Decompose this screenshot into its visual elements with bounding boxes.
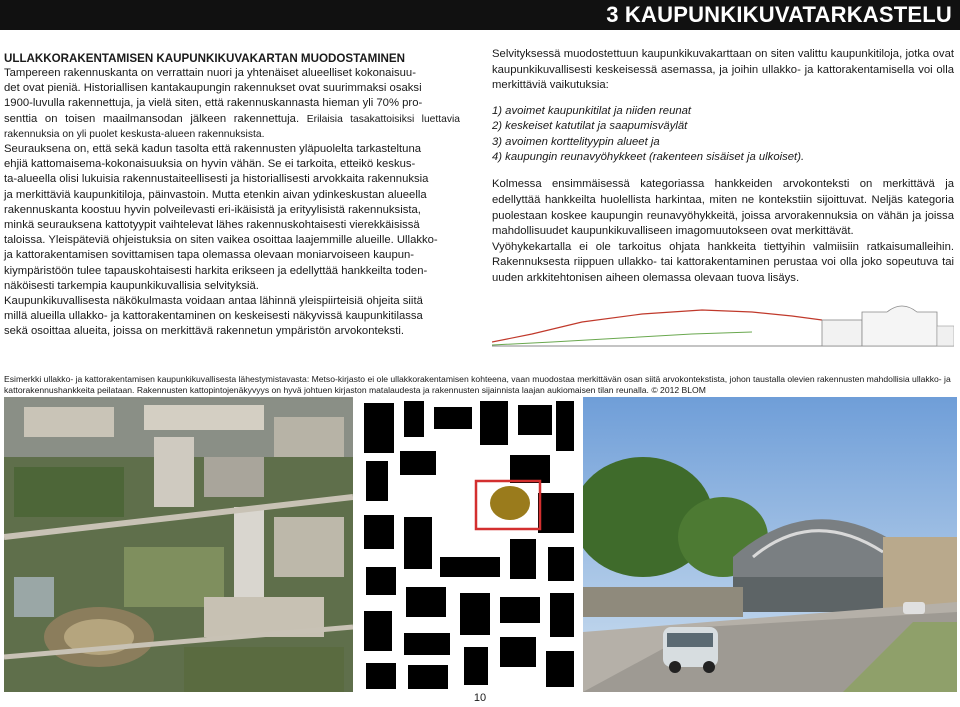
- paragraph-line: kiympäristöön tulee tapauskohtaisesti harkita erikseen ja edellyttää hankkeilta toden-: [4, 264, 428, 277]
- intro-paragraph: Selvityksessä muodostettuun kaupunkikuvakarttaan on siten valittu kaupunkitiloja, jotka ovat kaupunkikuvallisesti keskeisessä asemassa, ja joihin ullakko- ja kattorakentamisella voi olla merkittäviä vaikutuksia:: [492, 48, 954, 92]
- paragraph-line: Erilaisia tasakattoisiksi luettavia rakennuksia on yli puolet keskusta-alueen rakennuksista.: [4, 113, 461, 140]
- page-title: 3 KAUPUNKIKUVATARKASTELU: [606, 2, 952, 27]
- paragraph-line: senttia on toisen maailmansodan jälkeen rakennettuja.: [4, 112, 300, 125]
- body-paragraph-2: Vyöhykekartalla ei ole tarkoitus ohjata hankkeita tiettyihin valmiisiin ratkaisumalleihin. Rakennuksesta riippuen ullakko- tai kattorakentaminen perustaa voi olla joko sopeutuva tai uuden arkkitehtonisen aiheen olemassa olevaan tuova lisäys.: [492, 240, 954, 284]
- section-diagram: [492, 296, 954, 350]
- figure-ground-map: [360, 397, 578, 692]
- paragraph-line: näköisesti tarkempia kaupunkikuvallisia selvityksiä.: [4, 279, 259, 292]
- body-paragraph: Kolmessa ensimmäisessä kategoriassa hankkeiden arvokonteksti on merkittävä ja edellyttää hankkeilta huolellista harkintaa, miten ne kontekstiin sijoittuvat. Neljäs kategoria puolestaan koskee kaupungin reunavyöhykkeitä, joissa arvorakennuksia on vähän ja joissa mahdollisuudet kaupunkikuvalliseen imagomuutokseen ovat merkittävät.: [492, 178, 954, 238]
- figure-caption: Esimerkki ullakko- ja kattorakentamisen kaupunkikuvallisesta lähestymistavasta: Metso-kirjasto ei ole ullakkorakentamisen kohteena, vaan muodostaa merkittävän osan siitä arvokontekstista, johon taustalla olevien rakennusten mahdollisia ullakko- ja kattorakennushankkeita peilataan. Rakennusten kattopintojenäkyvyys on hyvä johtuen kirjaston matalaudesta ja rakennusten sijainnista laajan aukiomaisen tilan reunalla. © 2012 BLOM: [4, 374, 951, 395]
- left-column: [4, 51, 460, 340]
- list-item: 2) keskeiset katutilat ja saapumisväylät: [492, 120, 688, 133]
- list-item: 4) kaupungin reunavyöhykkeet (rakenteen sisäiset ja ulkoiset).: [492, 151, 805, 163]
- section-heading: ULLAKKORAKENTAMISEN KAUPUNKIKUVAKARTAN MUODOSTAMINEN: [4, 52, 406, 65]
- paragraph-line: taloissa. Yleispäteviä ohjeistuksia on siten vaikea osoittaa laajemmille alueille. Ullakko-: [4, 234, 438, 247]
- paragraph-line: ta-alueella olisi lukuisia rakennustaiteellisesti ja historiallisesti arvokkaita rakennuksia: [4, 173, 429, 186]
- paragraph-line: ja merkittäviä kaupunkitiloja, päinvastoin. Mutta etenkin aivan ydinkeskustan alueella: [4, 188, 427, 201]
- list-item: 3) avoimen korttelityypin alueet ja: [492, 135, 660, 148]
- aerial-photo: [4, 397, 353, 692]
- right-column: [492, 47, 954, 287]
- paragraph-line: minkä seurauksena kattotyypit vaihtelevat lähes rakennuskohtaisesti vierekkäisissä: [4, 219, 420, 232]
- paragraph-line: Kaupunkikuvallisesta näkökulmasta voidaan antaa lähinnä yleispiirteisiä ohjeita siitä: [4, 295, 423, 308]
- paragraph-line: millä alueilla ullakko- ja kattorakentaminen on keskeisesti näkyvissä kaupunkitilassa: [4, 310, 423, 323]
- paragraph-line: 1900-luvulla rakennettuja, ja vielä siten, että rakennuskannasta hieman yli 70% pro-: [4, 97, 423, 110]
- header-bar: [0, 0, 960, 30]
- paragraph-line: ehjiä kattomaisema-kokonaisuuksia on hyvin vähän. Se ei tarkoita, etteikö keskus-: [4, 158, 416, 171]
- page-number: 10: [473, 692, 487, 704]
- paragraph-line: rakennuskanta koostuu hyvin polveilevasti eri-ikäisistä ja erityylisistä rakennuksista,: [4, 203, 421, 216]
- street-photo: [583, 397, 957, 692]
- paragraph-line: sekä osoittaa alueita, joissa on merkittävä rakennetun ympäristön arvokonteksti.: [4, 325, 404, 338]
- paragraph-line: Seurauksena on, että sekä kadun tasolta että rakennusten yläpuolelta tarkasteltuna: [4, 143, 422, 156]
- category-list: [492, 104, 954, 166]
- paragraph-line: det ovat pieniä. Historiallisen kantakaupungin rakennukset ovat suurimmaksi osaksi: [4, 82, 422, 95]
- paragraph-line: ja kattorakentamisen sovittamisen tapa olemassa olevaan moniarvoiseen kaupun-: [4, 249, 415, 262]
- paragraph-line: Tampereen rakennuskanta on verrattain nuori ja yhtenäiset alueelliset kokonaisuu-: [4, 67, 416, 79]
- list-item: 1) avoimet kaupunkitilat ja niiden reunat: [492, 104, 692, 117]
